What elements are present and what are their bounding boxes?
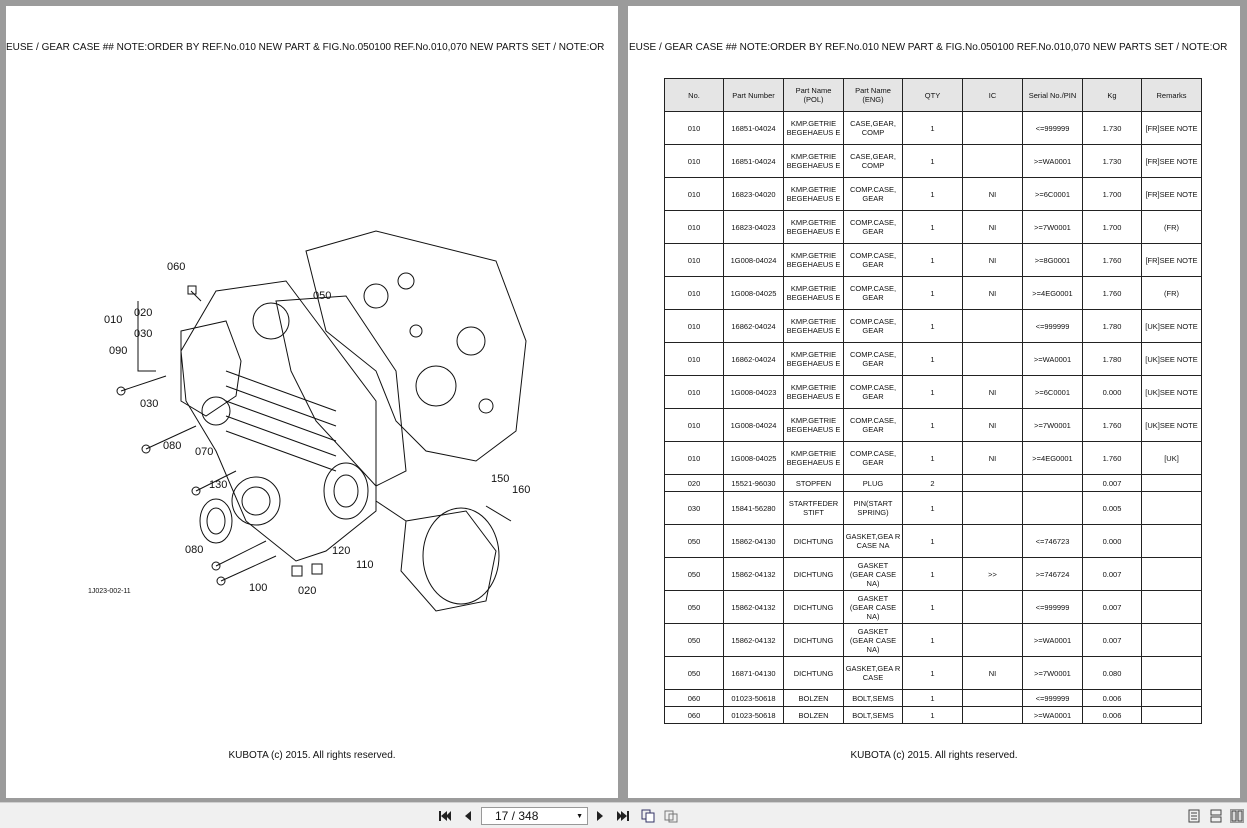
cell-qty: 1	[903, 409, 963, 442]
cell-no: 060	[665, 690, 724, 707]
table-row	[665, 690, 1202, 707]
table-row	[665, 558, 1202, 591]
cell-kg: 1.700	[1083, 178, 1142, 211]
right-page	[628, 6, 1240, 798]
cell-ic: NI	[963, 409, 1023, 442]
cell-serial: >=WA0001	[1023, 343, 1083, 376]
cell-no: 010	[665, 178, 724, 211]
previous-page-button[interactable]	[461, 809, 475, 823]
cell-ic: NI	[963, 376, 1023, 409]
cell-ic: NI	[963, 178, 1023, 211]
cell-part-number: 1G008-04025	[724, 442, 784, 475]
cell-part-name-eng: CASE,GEAR, COMP	[844, 145, 903, 178]
callout-110: 110	[356, 559, 374, 571]
page-layout-icon	[641, 809, 655, 823]
cell-part-name-eng: CASE,GEAR, COMP	[844, 112, 903, 145]
cell-no: 050	[665, 525, 724, 558]
cell-part-name-pol: STARTFEDER STIFT	[784, 492, 844, 525]
facing-pages-icon	[1231, 810, 1243, 822]
cell-serial: >=7W0001	[1023, 657, 1083, 690]
cell-qty: 1	[903, 343, 963, 376]
copyright-footer: KUBOTA (c) 2015. All rights reserved.	[228, 750, 396, 761]
callout-150: 150	[491, 473, 510, 485]
table-row	[665, 178, 1202, 211]
figure-id: 1J023-002-11	[88, 588, 131, 595]
cell-qty: 1	[903, 558, 963, 591]
table-row	[665, 624, 1202, 657]
cell-no: 030	[665, 492, 724, 525]
cell-no: 060	[665, 707, 724, 724]
cell-remarks: [FR]SEE NOTE	[1142, 145, 1202, 178]
cell-part-number: 15862-04132	[724, 591, 784, 624]
cell-part-name-pol: DICHTUNG	[784, 558, 844, 591]
page-number-input[interactable]	[481, 807, 588, 825]
callout-010: 010	[104, 314, 123, 326]
parts-table	[664, 78, 1202, 724]
cell-ic	[963, 690, 1023, 707]
cell-no: 050	[665, 657, 724, 690]
cell-remarks: [FR]SEE NOTE	[1142, 112, 1202, 145]
cell-part-name-pol: DICHTUNG	[784, 525, 844, 558]
table-row	[665, 475, 1202, 492]
cell-remarks: [UK]SEE NOTE	[1142, 343, 1202, 376]
cell-serial: >=7W0001	[1023, 211, 1083, 244]
table-row	[665, 376, 1202, 409]
cell-part-name-eng: COMP.CASE, GEAR	[844, 178, 903, 211]
cell-qty: 1	[903, 244, 963, 277]
table-row	[665, 707, 1202, 724]
cell-qty: 1	[903, 657, 963, 690]
page-layout-button[interactable]	[641, 809, 655, 823]
cell-part-name-eng: GASKET,GEA R CASE NA	[844, 525, 903, 558]
cell-serial: >=7W0001	[1023, 409, 1083, 442]
callout-080: 080	[163, 440, 182, 452]
cell-ic	[963, 492, 1023, 525]
cell-part-name-pol: KMP.GETRIE BEGEHAEUS E	[784, 277, 844, 310]
cell-part-number: 16851-04024	[724, 145, 784, 178]
cell-remarks: [FR]SEE NOTE	[1142, 178, 1202, 211]
cell-no: 010	[665, 112, 724, 145]
cell-part-name-eng: COMP.CASE, GEAR	[844, 244, 903, 277]
cell-kg: 1.780	[1083, 310, 1142, 343]
cell-ic	[963, 475, 1023, 492]
table-row	[665, 145, 1202, 178]
cell-part-number: 15862-04132	[724, 558, 784, 591]
cell-no: 010	[665, 310, 724, 343]
cell-part-name-pol: KMP.GETRIE BEGEHAEUS E	[784, 310, 844, 343]
callout-160: 160	[512, 484, 531, 496]
cell-part-name-eng: PIN(START SPRING)	[844, 492, 903, 525]
cell-kg: 1.760	[1083, 409, 1142, 442]
cell-qty: 1	[903, 624, 963, 657]
cell-no: 010	[665, 343, 724, 376]
cell-serial: >=WA0001	[1023, 624, 1083, 657]
cell-part-name-pol: DICHTUNG	[784, 657, 844, 690]
cell-serial	[1023, 475, 1083, 492]
cell-serial: <=999999	[1023, 591, 1083, 624]
cell-remarks: (FR)	[1142, 277, 1202, 310]
cell-kg: 0.006	[1083, 707, 1142, 724]
cell-part-name-pol: KMP.GETRIE BEGEHAEUS E	[784, 112, 844, 145]
cell-part-name-eng: COMP.CASE, GEAR	[844, 442, 903, 475]
cell-kg: 1.760	[1083, 244, 1142, 277]
cell-remarks	[1142, 475, 1202, 492]
left-page	[6, 6, 618, 798]
cell-serial: >=746724	[1023, 558, 1083, 591]
cell-part-name-pol: KMP.GETRIE BEGEHAEUS E	[784, 145, 844, 178]
cell-part-number: 1G008-04025	[724, 277, 784, 310]
cell-part-name-pol: KMP.GETRIE BEGEHAEUS E	[784, 211, 844, 244]
header-remarks: Remarks	[1142, 79, 1202, 112]
cell-kg: 1.730	[1083, 145, 1142, 178]
cell-kg: 0.080	[1083, 657, 1142, 690]
cell-no: 010	[665, 244, 724, 277]
cell-part-number: 16823-04023	[724, 211, 784, 244]
callout-060: 060	[167, 261, 186, 273]
cell-serial: >=WA0001	[1023, 145, 1083, 178]
header-part-name-pol: Part Name (POL)	[784, 79, 844, 112]
callout-030: 030	[134, 328, 153, 340]
cell-serial: >=8G0001	[1023, 244, 1083, 277]
cell-part-number: 1G008-04024	[724, 244, 784, 277]
single-page-view-button[interactable]	[1187, 809, 1201, 823]
callout-080b: 080	[185, 544, 204, 556]
cell-qty: 1	[903, 591, 963, 624]
cell-qty: 1	[903, 211, 963, 244]
parts-table-body	[665, 112, 1202, 724]
cell-remarks: (FR)	[1142, 211, 1202, 244]
table-row	[665, 409, 1202, 442]
callout-030b: 030	[140, 398, 159, 410]
cell-serial: <=999999	[1023, 690, 1083, 707]
continuous-view-button[interactable]	[1209, 809, 1223, 823]
cell-no: 010	[665, 442, 724, 475]
chevron-down-icon: ▼	[576, 813, 583, 820]
cell-part-name-eng: PLUG	[844, 475, 903, 492]
table-row	[665, 310, 1202, 343]
two-page-button[interactable]	[664, 809, 678, 823]
cell-ic	[963, 310, 1023, 343]
cell-remarks	[1142, 707, 1202, 724]
cell-part-name-eng: GASKET,GEA R CASE	[844, 657, 903, 690]
copyright-footer: KUBOTA (c) 2015. All rights reserved.	[850, 750, 1018, 761]
cell-remarks: [FR]SEE NOTE	[1142, 244, 1202, 277]
cell-ic: NI	[963, 442, 1023, 475]
two-page-icon	[664, 809, 678, 823]
cell-part-number: 16851-04024	[724, 112, 784, 145]
cell-qty: 2	[903, 475, 963, 492]
cell-ic	[963, 525, 1023, 558]
cell-ic	[963, 591, 1023, 624]
table-row	[665, 343, 1202, 376]
last-page-icon	[616, 810, 630, 822]
cell-ic: NI	[963, 244, 1023, 277]
page-header-note: EUSE / GEAR CASE ## NOTE:ORDER BY REF.No.010 NEW PART & FIG.No.050100 REF.No.010,070 NEW PARTS SET / NOTE:OR	[6, 42, 605, 53]
cell-kg: 1.700	[1083, 211, 1142, 244]
cell-part-number: 1G008-04024	[724, 409, 784, 442]
cell-part-number: 15841-56280	[724, 492, 784, 525]
cell-serial: >=4EG0001	[1023, 277, 1083, 310]
cell-kg: 1.760	[1083, 277, 1142, 310]
gear-case-exploded-diagram	[76, 221, 556, 621]
cell-part-name-eng: COMP.CASE, GEAR	[844, 409, 903, 442]
cell-part-number: 01023-50618	[724, 707, 784, 724]
cell-qty: 1	[903, 442, 963, 475]
cell-kg: 0.007	[1083, 558, 1142, 591]
cell-remarks	[1142, 558, 1202, 591]
cell-kg: 0.007	[1083, 475, 1142, 492]
cell-qty: 1	[903, 145, 963, 178]
header-part-name-eng: Part Name (ENG)	[844, 79, 903, 112]
cell-qty: 1	[903, 707, 963, 724]
cell-no: 010	[665, 145, 724, 178]
cell-part-name-eng: GASKET (GEAR CASE NA)	[844, 558, 903, 591]
facing-view-button[interactable]	[1230, 809, 1244, 823]
cell-part-name-eng: GASKET (GEAR CASE NA)	[844, 591, 903, 624]
cell-part-name-eng: COMP.CASE, GEAR	[844, 376, 903, 409]
cell-ic: >>	[963, 558, 1023, 591]
header-qty: QTY	[903, 79, 963, 112]
cell-ic	[963, 145, 1023, 178]
cell-no: 010	[665, 211, 724, 244]
cell-part-name-pol: BOLZEN	[784, 707, 844, 724]
cell-remarks	[1142, 492, 1202, 525]
cell-remarks	[1142, 690, 1202, 707]
cell-remarks	[1142, 657, 1202, 690]
cell-ic	[963, 112, 1023, 145]
cell-qty: 1	[903, 525, 963, 558]
table-header-row	[665, 79, 1202, 112]
cell-kg: 1.760	[1083, 442, 1142, 475]
cell-serial: >=6C0001	[1023, 376, 1083, 409]
cell-qty: 1	[903, 277, 963, 310]
cell-part-name-eng: GASKET (GEAR CASE NA)	[844, 624, 903, 657]
cell-part-name-pol: BOLZEN	[784, 690, 844, 707]
cell-qty: 1	[903, 310, 963, 343]
viewer-toolbar	[0, 802, 1247, 828]
cell-ic	[963, 624, 1023, 657]
callout-020: 020	[134, 307, 153, 319]
cell-part-number: 16823-04020	[724, 178, 784, 211]
table-row	[665, 211, 1202, 244]
callout-070: 070	[195, 446, 214, 458]
page-indicator: 17 / 348	[495, 809, 539, 823]
cell-part-name-eng: COMP.CASE, GEAR	[844, 310, 903, 343]
cell-qty: 1	[903, 178, 963, 211]
cell-part-name-pol: KMP.GETRIE BEGEHAEUS E	[784, 178, 844, 211]
cell-ic: NI	[963, 277, 1023, 310]
cell-remarks: [UK]SEE NOTE	[1142, 376, 1202, 409]
cell-ic	[963, 343, 1023, 376]
cell-part-number: 1G008-04023	[724, 376, 784, 409]
previous-page-icon	[463, 810, 473, 822]
cell-no: 050	[665, 624, 724, 657]
cell-part-name-eng: BOLT,SEMS	[844, 690, 903, 707]
cell-serial: <=999999	[1023, 310, 1083, 343]
cell-part-name-eng: BOLT,SEMS	[844, 707, 903, 724]
table-row	[665, 442, 1202, 475]
cell-part-name-pol: KMP.GETRIE BEGEHAEUS E	[784, 376, 844, 409]
cell-part-name-eng: COMP.CASE, GEAR	[844, 211, 903, 244]
cell-serial: >=6C0001	[1023, 178, 1083, 211]
page-header-note: EUSE / GEAR CASE ## NOTE:ORDER BY REF.No.010 NEW PART & FIG.No.050100 REF.No.010,070 NEW PARTS SET / NOTE:OR	[629, 42, 1228, 53]
cell-no: 010	[665, 376, 724, 409]
cell-serial: >=4EG0001	[1023, 442, 1083, 475]
cell-ic: NI	[963, 211, 1023, 244]
cell-qty: 1	[903, 112, 963, 145]
header-ic: IC	[963, 79, 1023, 112]
cell-remarks	[1142, 591, 1202, 624]
callout-050: 050	[313, 290, 332, 302]
last-page-button[interactable]	[616, 809, 630, 823]
callout-020b: 020	[298, 585, 317, 597]
table-row	[665, 657, 1202, 690]
cell-part-name-pol: STOPFEN	[784, 475, 844, 492]
cell-kg: 0.000	[1083, 525, 1142, 558]
cell-kg: 1.780	[1083, 343, 1142, 376]
cell-part-number: 15862-04130	[724, 525, 784, 558]
cell-no: 020	[665, 475, 724, 492]
cell-kg: 0.005	[1083, 492, 1142, 525]
cell-part-number: 16862-04024	[724, 310, 784, 343]
cell-remarks: [UK]SEE NOTE	[1142, 310, 1202, 343]
cell-qty: 1	[903, 492, 963, 525]
cell-kg: 0.006	[1083, 690, 1142, 707]
cell-remarks	[1142, 525, 1202, 558]
table-row	[665, 492, 1202, 525]
cell-kg: 1.730	[1083, 112, 1142, 145]
cell-part-name-pol: DICHTUNG	[784, 624, 844, 657]
cell-qty: 1	[903, 690, 963, 707]
table-row	[665, 277, 1202, 310]
cell-part-name-eng: COMP.CASE, GEAR	[844, 343, 903, 376]
callout-120: 120	[332, 545, 351, 557]
cell-part-name-eng: COMP.CASE, GEAR	[844, 277, 903, 310]
cell-kg: 0.007	[1083, 591, 1142, 624]
cell-ic	[963, 707, 1023, 724]
cell-part-name-pol: KMP.GETRIE BEGEHAEUS E	[784, 442, 844, 475]
cell-remarks: [UK]SEE NOTE	[1142, 409, 1202, 442]
cell-serial: <=999999	[1023, 112, 1083, 145]
cell-ic: NI	[963, 657, 1023, 690]
first-page-button[interactable]	[438, 809, 452, 823]
cell-part-number: 16862-04024	[724, 343, 784, 376]
cell-part-name-pol: KMP.GETRIE BEGEHAEUS E	[784, 343, 844, 376]
continuous-page-icon	[1210, 809, 1222, 823]
cell-part-number: 01023-50618	[724, 690, 784, 707]
cell-remarks	[1142, 624, 1202, 657]
cell-no: 010	[665, 409, 724, 442]
cell-part-name-pol: KMP.GETRIE BEGEHAEUS E	[784, 244, 844, 277]
cell-kg: 0.000	[1083, 376, 1142, 409]
table-row	[665, 244, 1202, 277]
cell-no: 050	[665, 558, 724, 591]
cell-kg: 0.007	[1083, 624, 1142, 657]
cell-serial: <=746723	[1023, 525, 1083, 558]
single-page-icon	[1188, 809, 1200, 823]
table-row	[665, 525, 1202, 558]
next-page-icon	[595, 810, 605, 822]
cell-part-number: 15862-04132	[724, 624, 784, 657]
header-part-number: Part Number	[724, 79, 784, 112]
callout-090: 090	[109, 345, 128, 357]
cell-part-number: 16871-04130	[724, 657, 784, 690]
cell-part-name-pol: DICHTUNG	[784, 591, 844, 624]
cell-serial	[1023, 492, 1083, 525]
callout-100: 100	[249, 582, 268, 594]
cell-no: 050	[665, 591, 724, 624]
next-page-button[interactable]	[593, 809, 607, 823]
first-page-icon	[438, 810, 452, 822]
cell-serial: >=WA0001	[1023, 707, 1083, 724]
cell-no: 010	[665, 277, 724, 310]
header-no: No.	[665, 79, 724, 112]
table-row	[665, 591, 1202, 624]
cell-qty: 1	[903, 376, 963, 409]
header-kg: Kg	[1083, 79, 1142, 112]
cell-remarks: [UK]	[1142, 442, 1202, 475]
cell-part-number: 15521-96030	[724, 475, 784, 492]
table-row	[665, 112, 1202, 145]
cell-part-name-pol: KMP.GETRIE BEGEHAEUS E	[784, 409, 844, 442]
callout-130: 130	[209, 479, 228, 491]
header-serial: Serial No./PIN	[1023, 79, 1083, 112]
